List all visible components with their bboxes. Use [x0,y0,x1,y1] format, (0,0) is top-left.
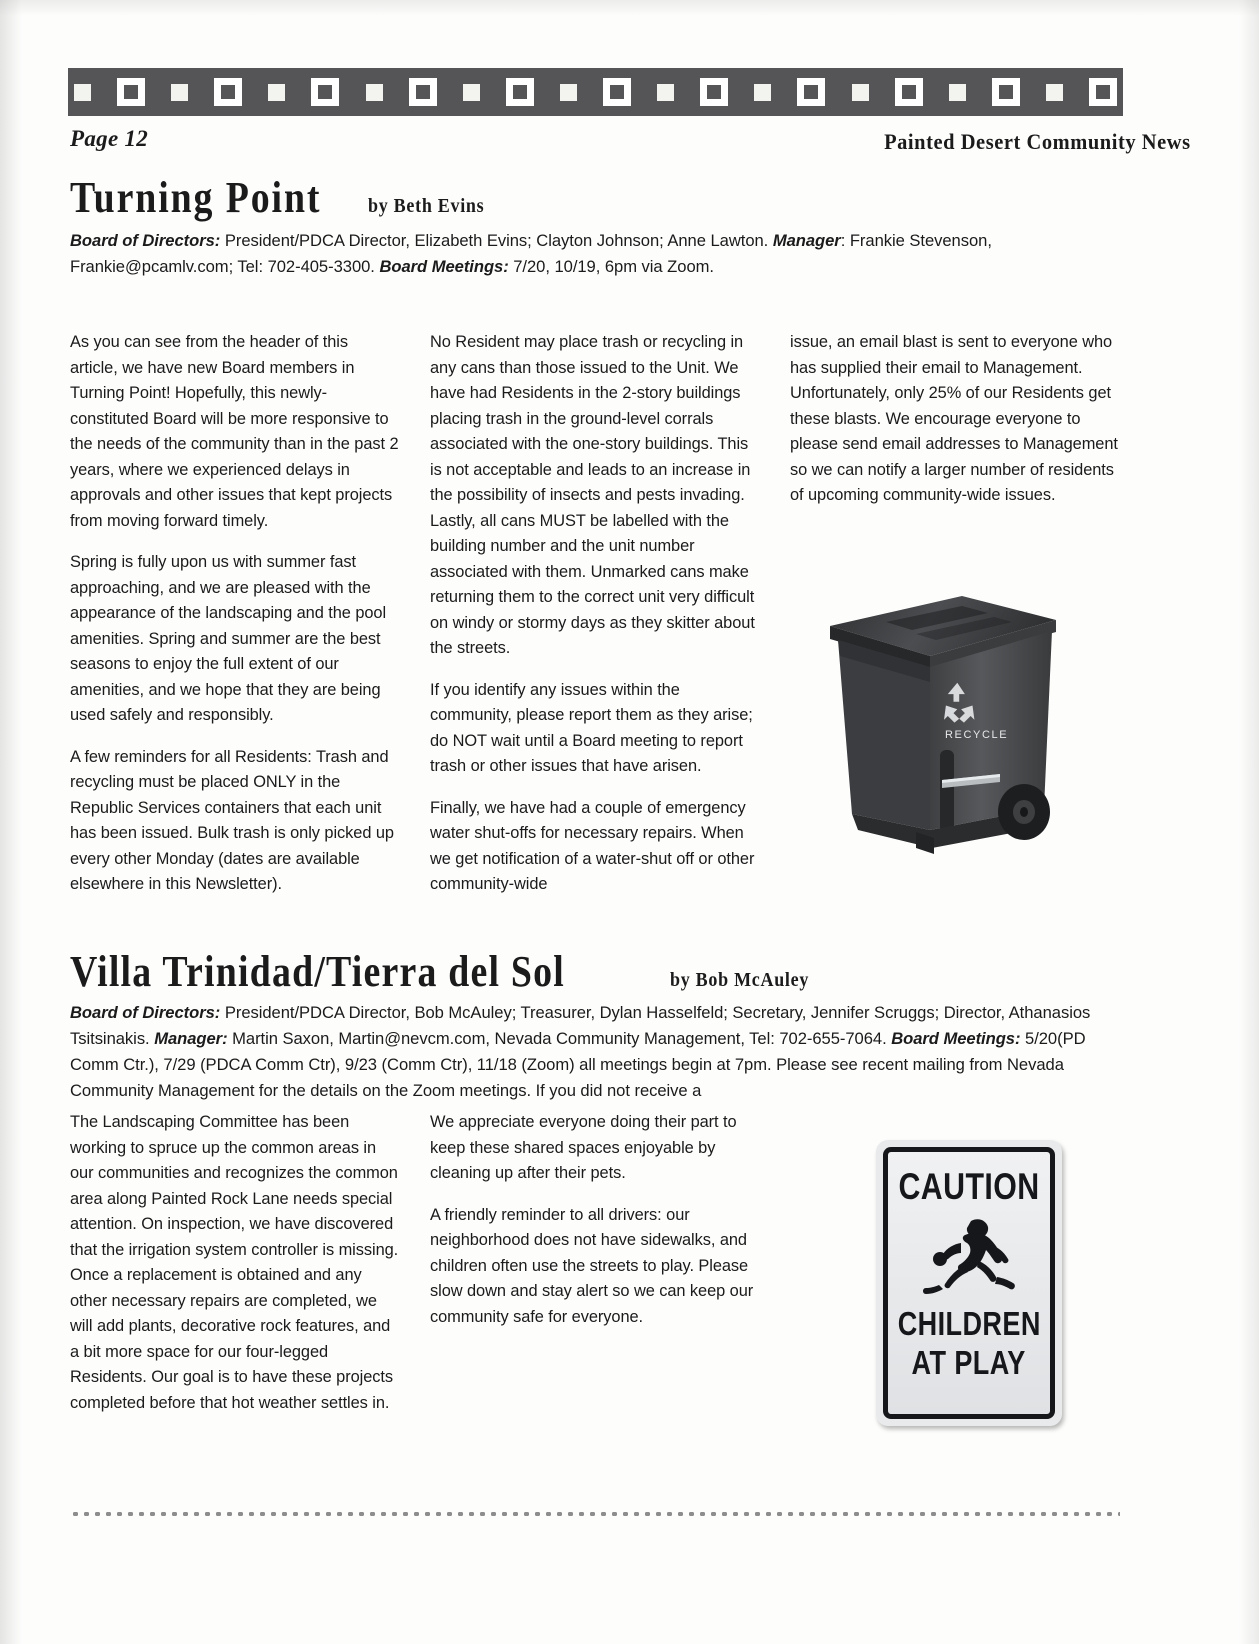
pattern-square-large [506,78,534,106]
text-column [70,1110,400,1416]
pattern-square-small [949,84,966,101]
board-directors-label: Board of Directors: [70,231,221,250]
pattern-square-small [1046,84,1063,101]
pattern-square-small [463,84,480,101]
pattern-square-large [700,78,728,106]
sign-line-caution: CAUTION [898,1166,1040,1207]
paragraph: Spring is fully upon us with summer fast approaching, and we are pleased with the appearance of the landscaping and the pool amenities. Spring and summer are the best seasons to enjoy the full extent of our amenities, and we hope that they are being used safely and responsibly. [70,553,387,724]
board-manager-label: Manager: [154,1028,228,1048]
children-at-play-sign-photo [876,1140,1062,1426]
scan-edge-shading [1239,0,1259,1644]
article-title: Villa Trinidad/Tierra del Sol [70,947,566,996]
board-manager-text: Martin Saxon, Martin@nevcm.com, Nevada Community Management, Tel: 702-655-7064. [227,1028,892,1048]
paragraph: Finally, we have had a couple of emergency water shut-offs for necessary repairs. When we get notification of a water-shut off or other community-wide [430,798,755,893]
paragraph: If you identify any issues within the community, please report them as they arise; do NOT wait until a Board meeting to report trash or other issues that have arisen. [430,680,753,775]
pattern-square-small [560,84,577,101]
board-info-villa-trinidad [70,1000,1126,1104]
board-meetings-label: Board Meetings: [891,1028,1021,1048]
paragraph: As you can see from the header of this article, we have new Board members in Turning Point! Hopefully, this newly-constituted Board will be more responsive to the needs of the community than in the past 2 years, where we experienced delays in approvals and other issues that kept projects from moving forward timely. [70,333,399,530]
article-byline: by Beth Evins [368,195,485,217]
board-directors-text: President/PDCA Director, Bob McAuley; Treasurer, Dylan Hasselfeld; Secretary, Jennifer Scruggs; Director, Athanasios Tsitsinakis. [70,1003,1091,1048]
pattern-square-large [311,78,339,106]
board-meetings-text: 5/20(PD Comm Ctr.), 7/29 (PDCA Comm Ctr), 9/23 (Comm Ctr), 11/18 (Zoom) all meetings begin at 7pm. Please see recent mailing from Nevada Community Management for the details on the Zoom meetings. If you did not receive a [70,1028,1086,1100]
article-heading-turning-point [70,173,498,222]
recycle-label: RECYCLE [945,729,1009,741]
board-info-turning-point [70,228,1126,280]
publication-title: Painted Desert Community News [884,129,1191,154]
text-column [70,330,400,898]
scan-edge-shading [0,0,1259,16]
square-pattern-band-icon [68,68,1123,116]
sign-face [883,1147,1055,1419]
footer-divider [70,1512,1120,1516]
sign-line-children: CHILDREN [897,1305,1041,1342]
pattern-square-small [268,84,285,101]
paragraph: The Landscaping Committee has been working to spruce up the common areas in our communities and recognizes the common area along Painted Rock Lane needs special attention. On inspection, we have discovered that the irrigation system controller is missing. Once a replacement is obtained and any other necessary repairs are completed, we will add plants, decorative rock features, and a bit more space for our four-legged Residents. Our goal is to have these projects completed before that hot weather settles in. [70,1113,399,1412]
paragraph: issue, an email blast is sent to everyone who has supplied their email to Management. Unfortunately, only 25% of our Residents get these blasts. We encourage everyone to please send email addresses to Management so we can notify a larger number of residents of upcoming community-wide issues. [790,333,1118,504]
pattern-square-small [171,84,188,101]
pattern-square-large [214,78,242,106]
pattern-square-large [797,78,825,106]
paragraph: We appreciate everyone doing their part to keep these shared spaces enjoyable by cleaning up after their pets. [430,1113,737,1182]
paragraph: A few reminders for all Residents: Trash and recycling must be placed ONLY in the Republic Services containers that each unit has been issued. Bulk trash is only picked up every other Monday (dates are available elsewhere in this Newsletter). [70,747,394,893]
board-meetings-label: Board Meetings: [379,256,509,276]
board-manager-label: Manager [772,231,841,250]
recycling-trash-cart-photo [812,582,1062,857]
pattern-square-small [852,84,869,101]
board-meetings-text: 7/20, 10/19, 6pm via Zoom. [508,256,714,276]
scan-edge-shading [0,0,22,1644]
pattern-square-small [74,84,91,101]
pattern-square-large [895,78,923,106]
pattern-square-small [366,84,383,101]
paragraph: A friendly reminder to all drivers: our neighborhood does not have sidewalks, and children often use the streets to play. Please slow down and stay alert so we can keep our community safe for everyone. [430,1205,754,1326]
pattern-square-large [992,78,1020,106]
pattern-square-small [754,84,771,101]
article-title: Turning Point [70,173,322,222]
paragraph: No Resident may place trash or recycling in any cans than those issued to the Unit. We have had Residents in the 2-story buildings placing trash in the ground-level corrals associated with the one-story buildings. This is not acceptable and leads to an increase in the possibility of insects and pests invading. Lastly, all cans MUST be labelled with the building number and the unit number associated with them. Unmarked cans make returning them to the correct unit very difficult on windy or stormy days as they skitter about the streets. [430,333,755,657]
running-child-icon [913,1215,1025,1299]
board-directors-label: Board of Directors: [70,1003,221,1022]
board-manager-text: : Frankie Stevenson, Frankie@pcamlv.com; Tel: 702-405-3300. [70,231,992,276]
pattern-square-large [1089,78,1117,106]
text-column [430,1110,760,1416]
article-heading-villa-trinidad [70,947,824,996]
trash-cart-icon [812,582,1062,857]
pattern-square-large [409,78,437,106]
text-column [430,330,760,898]
pattern-square-large [117,78,145,106]
pattern-square-large [603,78,631,106]
board-directors-text: President/PDCA Director, Elizabeth Evins; Clayton Johnson; Anne Lawton. [220,231,773,250]
sign-line-at-play: AT PLAY [911,1344,1027,1381]
page-number: Page 12 [70,126,149,151]
article-byline: by Bob McAuley [669,969,809,991]
pattern-square-small [657,84,674,101]
